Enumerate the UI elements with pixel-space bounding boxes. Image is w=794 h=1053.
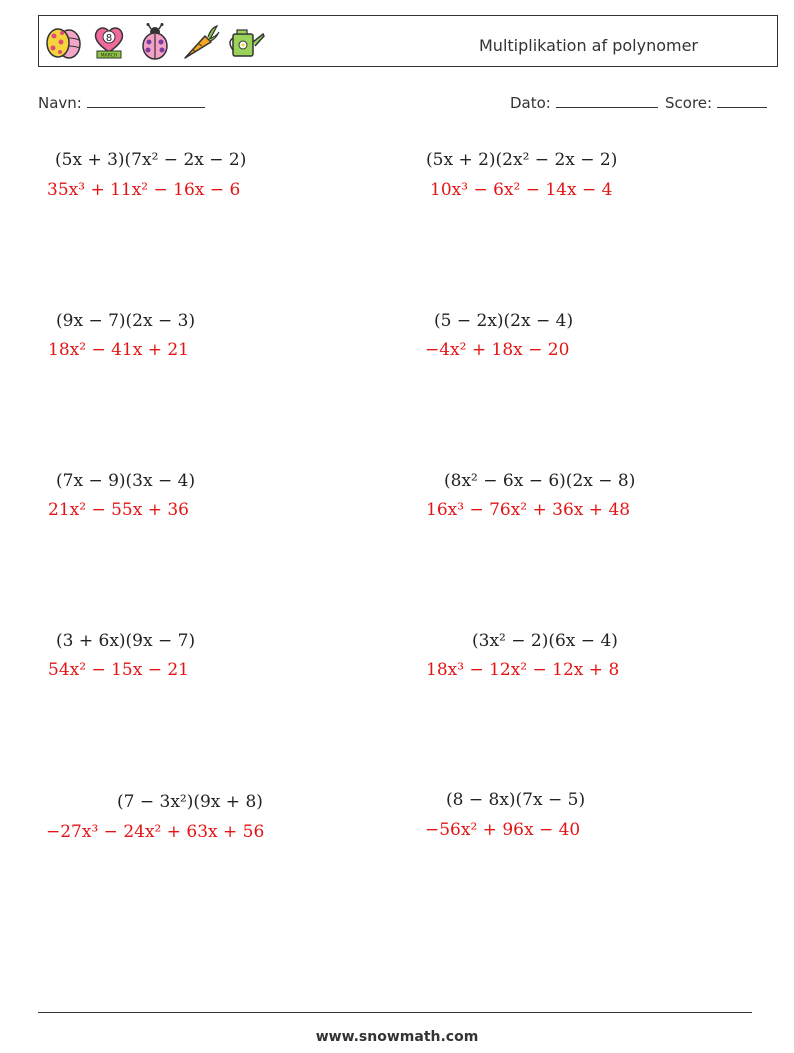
date-field[interactable] [510,93,658,112]
watering-can-icon [227,22,267,62]
problem-6-answer: 16x³ − 76x² + 36x + 48 [426,500,631,520]
problem-8-answer: 18x³ − 12x² − 12x + 8 [426,660,620,680]
problem-10-answer: −56x² + 96x − 40 [425,820,581,840]
problem-3-answer: 18x² − 41x + 21 [48,340,189,360]
score-blank[interactable] [717,93,767,108]
worksheet-header [38,15,778,67]
carrot-icon [181,22,221,62]
header-icons [43,22,267,62]
problem-2-expression: (5x + 2)(2x² − 2x − 2) [426,150,618,170]
name-label: Navn: [38,94,82,112]
date-blank[interactable] [556,93,658,108]
heart-march-8-icon [89,22,129,62]
problem-1-answer: 35x³ + 11x² − 16x − 6 [47,180,241,200]
problem-6-expression: (8x² − 6x − 6)(2x − 8) [444,471,636,491]
ladybug-icon [135,22,175,62]
problem-5-expression: (7x − 9)(3x − 4) [56,471,196,491]
problem-4-expression: (5 − 2x)(2x − 4) [434,311,574,331]
date-label: Dato: [510,94,551,112]
heart-number: 8 [105,33,113,44]
problem-4-answer: −4x² + 18x − 20 [425,340,570,360]
problem-2-answer: 10x³ − 6x² − 14x − 4 [430,180,613,200]
score-field[interactable] [665,93,767,112]
problem-5-answer: 21x² − 55x + 36 [48,500,189,520]
heart-ribbon-text: MARCH [100,53,118,59]
problem-1-expression: (5x + 3)(7x² − 2x − 2) [55,150,247,170]
footer-url[interactable]: www.snowmath.com [315,1029,479,1045]
problem-9-expression: (7 − 3x²)(9x + 8) [117,792,263,812]
easter-egg-icon [43,22,83,62]
problem-7-expression: (3 + 6x)(9x − 7) [56,631,196,651]
score-label: Score: [665,94,713,112]
footer-divider [38,1012,752,1013]
problem-8-expression: (3x² − 2)(6x − 4) [472,631,618,651]
name-field[interactable] [38,93,205,112]
name-blank[interactable] [87,93,205,108]
worksheet-title: Multiplikation af polynomer [479,36,698,55]
problem-10-expression: (8 − 8x)(7x − 5) [446,790,586,810]
problem-7-answer: 54x² − 15x − 21 [48,660,189,680]
problem-9-answer: −27x³ − 24x² + 63x + 56 [46,822,265,842]
problem-3-expression: (9x − 7)(2x − 3) [56,311,196,331]
